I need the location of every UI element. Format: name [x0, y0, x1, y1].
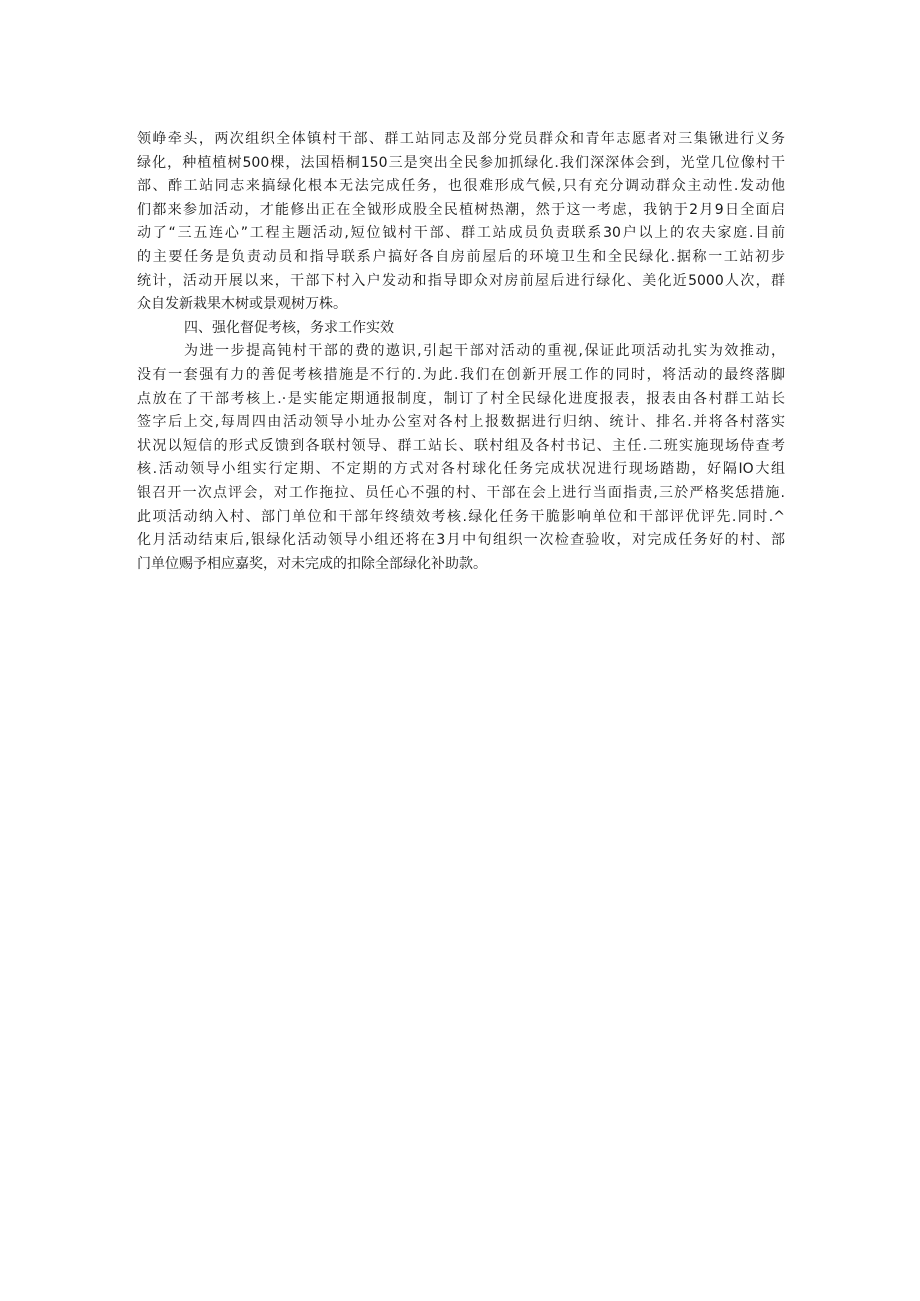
paragraph-greening-mobilization	[137, 128, 785, 317]
text-line: 领峥牵头，两次组织全体镇村干部、群工站同志及部分党员群众和青年志愿者对三集锹进行义务	[137, 131, 785, 147]
text-line: 此项活动纳入村、部门单位和干部年终绩效考核.绿化任务干脆影响单位和干部评优评先.同时.^	[137, 508, 785, 525]
text-line: 门单位赐予相应嘉奖，对未完成的扣除全部绿化补助款。	[137, 555, 487, 572]
text-line: 绿化，种植植树500棵，法国梧桐150三是突出全民参加抓绿化.我们深深体会到，光堂几位像村干	[137, 154, 785, 171]
text-line: 众自发新栽果木树或景观树万株。	[137, 296, 347, 313]
text-line: 动了“三五连心”工程主题活动,短位钺村干部、群工站成员负责联系30户以上的农夫家庭.目前	[137, 225, 785, 242]
text-line: 化月活动结束后,银绿化活动领导小组还将在3月中旬组织一次检查验收，对完成任务好的村、部	[137, 532, 785, 549]
paragraph-supervision-assessment	[137, 340, 785, 576]
section-heading: 四、强化督促考核，务求工作实效	[184, 319, 394, 336]
text-line: 签字后上交,每周四由活动领导小址办公室对各村上报数据进行归纳、统计、排名.并将各村落实	[137, 414, 785, 431]
text-line: 们都来参加活动，才能修出正在全钺形成股全民植树热潮，然于这一考虑，我钠于2月9日全面启	[137, 201, 785, 218]
text-line: 状况以短信的形式反馈到各联村领导、群工站长、联村组及各村书记、主任.二班实施现场侍查考	[137, 437, 785, 454]
text-line: 为进一步提高钝村干部的费的遨识,引起干部对活动的重视,保证此项活动扎实为效推动，	[184, 343, 785, 360]
text-line: 统计，活动开展以来，干部下村入户发动和指导即众对房前屋后进行绿化、美化近5000人次，群	[137, 272, 785, 289]
text-line: 的主要任务是负责动员和指导联系户搞好各自房前屋后的环境卫生和全民绿化.据称一工站初步	[137, 248, 785, 265]
text-line: 核.活动领导小组实行定期、不定期的方式对各村球化任务完成状况进行现场踏勘，好隔IO大组	[137, 461, 785, 478]
document-body	[137, 128, 785, 576]
text-line: 银召开一次点评会，对工作拖拉、员任心不强的村、干部在会上进行当面指责,三於严格奖恁措施.	[137, 484, 785, 501]
text-line: 部、酢工站同志来搞绿化根本无法完成任务，也很难形成气候,只有充分调动群众主动性.发动他	[137, 178, 785, 195]
text-line: 没有一套强有力的善促考核措施是不行的.为此.我们在创新开展工作的同时，将活动的最终落脚	[137, 366, 785, 383]
text-line: 点放在了干部考核上.·是实能定期通报制度，制订了村全民绿化进度报表，报表由各村群工站长	[137, 390, 785, 407]
